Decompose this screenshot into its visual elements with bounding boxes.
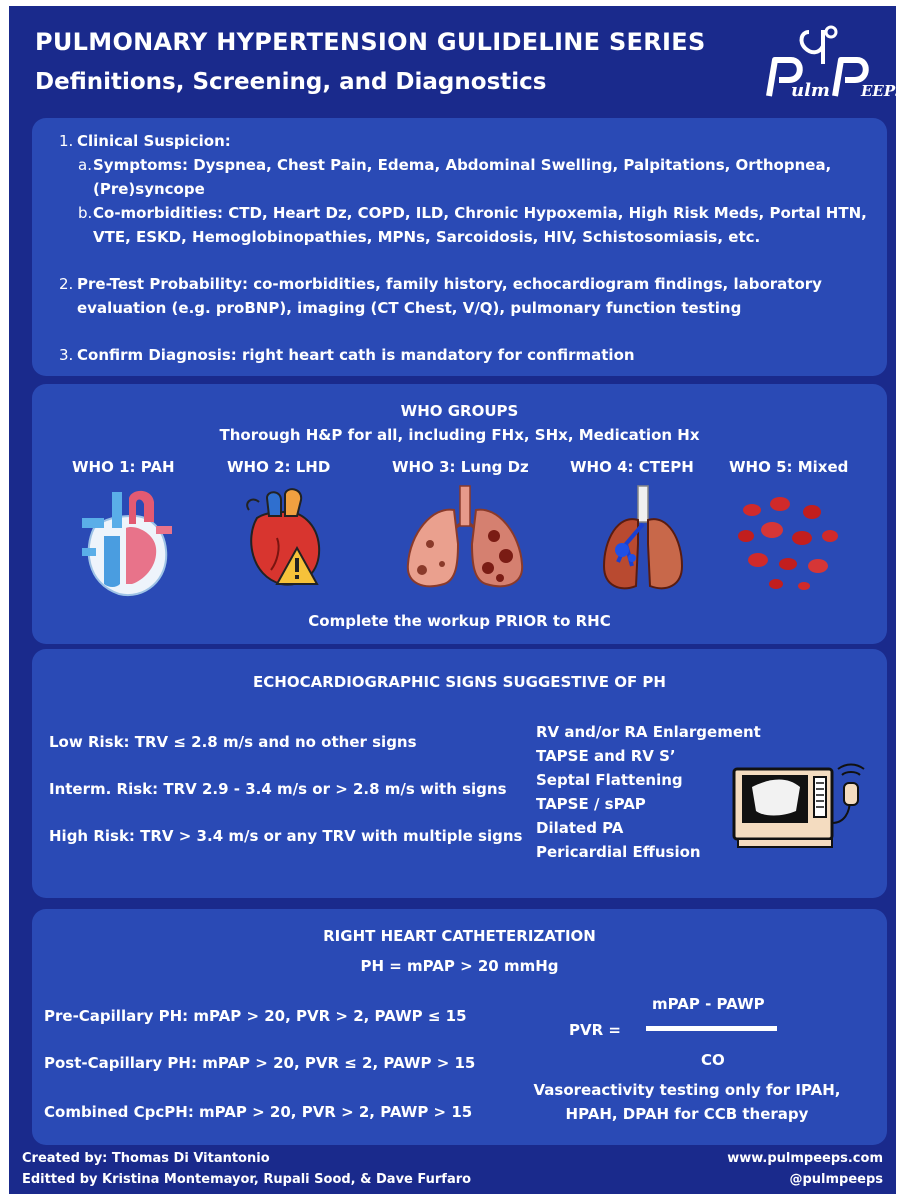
pretest-probability-line-cont: evaluation (e.g. proBNP), imaging (CT Chest, V/Q), pulmonary function testing — [77, 299, 742, 317]
vasoreactivity-note: Vasoreactivity testing only for IPAH, — [533, 1081, 841, 1099]
svg-text:EEPs: EEPs — [861, 82, 904, 100]
fraction-bar — [646, 1026, 777, 1031]
confirm-diagnosis-line: Confirm Diagnosis: right heart cath is mandatory for confirmation — [77, 346, 635, 364]
symptoms-line: Symptoms: Dyspnea, Chest Pain, Edema, Abdominal Swelling, Palpitations, Orthopnea, — [93, 156, 832, 174]
creator-credit: Created by: Thomas Di Vitantonio — [22, 1151, 270, 1166]
who-group-label: WHO 2: LHD — [227, 458, 331, 476]
svg-text:ulm: ulm — [791, 80, 830, 101]
lungs-clot-icon — [598, 484, 688, 600]
echo-title: ECHOCARDIOGRAPHIC SIGNS SUGGESTIVE OF PH — [253, 673, 666, 691]
ph-definition: PH = mPAP > 20 mmHg — [360, 957, 559, 975]
who-groups-panel — [32, 384, 887, 644]
comorbidities-line-cont: VTE, ESKD, Hemoglobinopathies, MPNs, Sarcoidosis, HIV, Schistosomiasis, etc. — [93, 228, 761, 246]
pretest-probability-line: Pre-Test Probability: co-morbidities, family history, echocardiogram findings, laboratory — [77, 275, 822, 293]
pvr-label: PVR = — [569, 1021, 621, 1039]
comorbidities-line: Co-morbidities: CTD, Heart Dz, COPD, ILD, Chronic Hypoxemia, High Risk Meds, Portal HTN, — [93, 204, 867, 222]
clinical-suspicion-heading: Clinical Suspicion: — [77, 132, 231, 150]
blood-cells-icon — [732, 490, 842, 594]
pulm-peeps-logo — [761, 24, 904, 106]
who-groups-title: WHO GROUPS — [400, 402, 519, 420]
echo-sign: TAPSE / sPAP — [536, 795, 646, 813]
echo-sign: Septal Flattening — [536, 771, 683, 789]
page-subtitle: Definitions, Screening, and Diagnostics — [35, 69, 547, 95]
workup-note: Complete the workup PRIOR to RHC — [308, 612, 611, 630]
heart-warning-icon — [237, 488, 337, 592]
heart-anatomy-icon — [74, 488, 174, 604]
who-group-label: WHO 5: Mixed — [729, 458, 849, 476]
echo-panel — [32, 649, 887, 898]
echo-sign: Pericardial Effusion — [536, 843, 701, 861]
echo-sign: TAPSE and RV S’ — [536, 747, 676, 765]
list-number: 3. — [59, 346, 74, 364]
stethoscope-logo-icon — [761, 24, 904, 106]
diseased-lungs-icon — [402, 484, 528, 596]
who-group-label: WHO 4: CTEPH — [570, 458, 694, 476]
rhc-title: RIGHT HEART CATHETERIZATION — [323, 927, 596, 945]
list-letter: b. — [78, 204, 93, 222]
page-title: PULMONARY HYPERTENSION GULIDELINE SERIES — [35, 28, 706, 56]
pvr-numerator: mPAP - PAWP — [652, 995, 765, 1013]
vasoreactivity-note-cont: HPAH, DPAH for CCB therapy — [565, 1105, 809, 1123]
list-letter: a. — [78, 156, 92, 174]
ph-type-line: Pre-Capillary PH: mPAP > 20, PVR > 2, PAWP ≤ 15 — [44, 1007, 467, 1025]
risk-line: High Risk: TRV > 3.4 m/s or any TRV with multiple signs — [49, 827, 523, 845]
rhc-panel — [32, 909, 887, 1145]
who-group-label: WHO 3: Lung Dz — [392, 458, 529, 476]
ph-type-line: Post-Capillary PH: mPAP > 20, PVR ≤ 2, PAWP > 15 — [44, 1054, 476, 1072]
echo-sign: RV and/or RA Enlargement — [536, 723, 761, 741]
who-group-label: WHO 1: PAH — [72, 458, 175, 476]
infographic-page — [9, 6, 904, 1194]
ultrasound-machine-icon — [732, 763, 872, 857]
echo-sign: Dilated PA — [536, 819, 624, 837]
social-handle[interactable]: @pulmpeeps — [789, 1172, 883, 1187]
who-groups-subtitle: Thorough H&P for all, including FHx, SHx, Medication Hx — [219, 426, 700, 444]
pvr-denominator: CO — [701, 1051, 725, 1069]
list-number: 2. — [59, 275, 74, 293]
risk-line: Interm. Risk: TRV 2.9 - 3.4 m/s or > 2.8 m/s with signs — [49, 780, 507, 798]
editor-credit: Editted by Kristina Montemayor, Rupali Sood, & Dave Furfaro — [22, 1172, 472, 1187]
clinical-suspicion-panel — [32, 118, 887, 376]
risk-line: Low Risk: TRV ≤ 2.8 m/s and no other signs — [49, 733, 417, 751]
symptoms-line-cont: (Pre)syncope — [93, 180, 205, 198]
website-link[interactable]: www.pulmpeeps.com — [727, 1151, 883, 1166]
ph-type-line: Combined CpcPH: mPAP > 20, PVR > 2, PAWP > 15 — [44, 1103, 473, 1121]
list-number: 1. — [59, 132, 74, 150]
